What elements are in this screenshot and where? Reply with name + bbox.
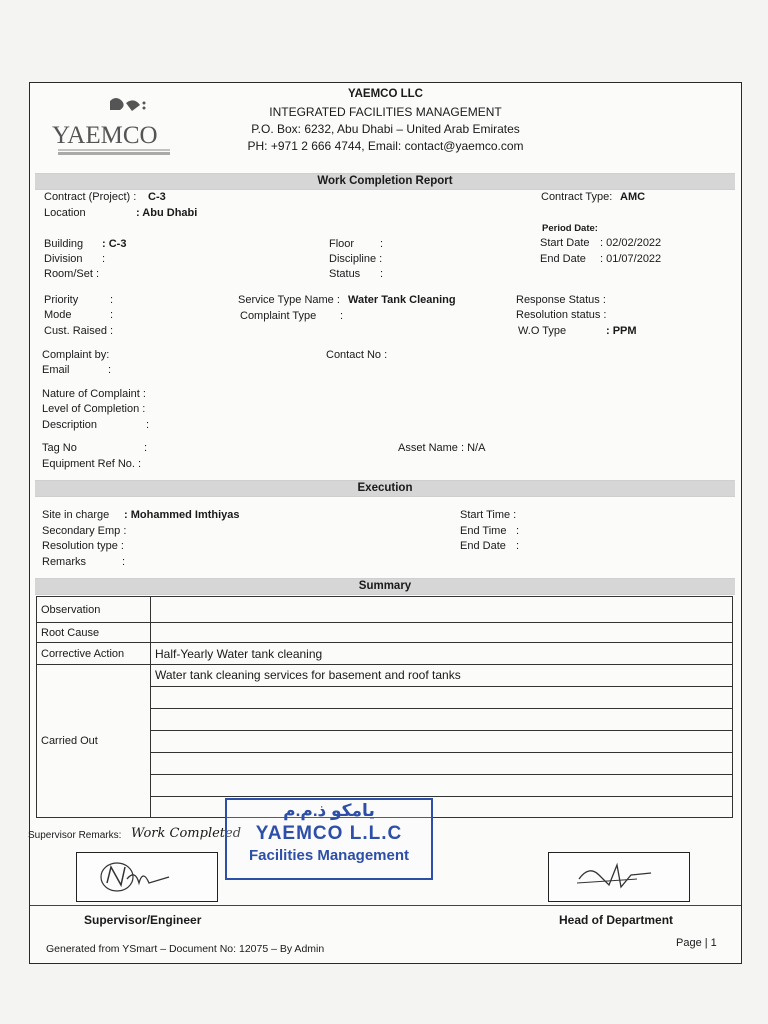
company-stamp: [225, 798, 433, 880]
root-cause-label: Root Cause: [37, 623, 151, 643]
exec-end-date-colon: :: [516, 540, 520, 552]
resolution-status-label: Resolution status :: [516, 309, 607, 321]
floor-colon: :: [380, 238, 384, 250]
secondary-emp-label: Secondary Emp :: [42, 525, 127, 537]
location-label: Location: [44, 207, 86, 219]
supervisor-engineer-label: Supervisor/Engineer: [84, 913, 202, 927]
end-time-colon: :: [516, 525, 520, 537]
building-label: Building: [44, 238, 84, 250]
start-date-value: : 02/02/2022: [600, 237, 662, 249]
section-execution-header: Execution: [35, 480, 735, 497]
section-summary-header: Summary: [35, 578, 735, 595]
contact-no-label: Contact No :: [326, 349, 388, 361]
status-label: Status: [329, 268, 361, 280]
carried-out-line: [151, 709, 732, 731]
status-colon: :: [380, 268, 384, 280]
description-label: Description: [42, 419, 98, 431]
email-label: Email: [42, 364, 70, 376]
contract-label: Contract (Project) :: [44, 191, 137, 203]
service-type-label: Service Type Name :: [238, 294, 340, 306]
observation-label: Observation: [37, 597, 151, 623]
resolution-type-label: Resolution type :: [42, 540, 124, 552]
stamp-arabic: يامكو ذ.م.م: [283, 801, 375, 820]
carried-out-line: [151, 687, 732, 709]
remarks-colon: :: [122, 556, 126, 568]
end-time-label: End Time: [460, 525, 507, 537]
carried-out-cell: [151, 665, 733, 818]
company-contact: PH: +971 2 666 4744, Email: contact@yaemco.com: [247, 139, 524, 153]
signature-divider: [30, 905, 741, 906]
complaint-type-label: Complaint Type: [240, 310, 317, 322]
company-address: P.O. Box: 6232, Abu Dhabi – United Arab Emirates: [251, 122, 520, 136]
section-report-header: Work Completion Report: [35, 173, 735, 190]
logo-text: YAEMCO: [52, 122, 158, 149]
tag-no-label: Tag No: [42, 442, 77, 454]
company-division: INTEGRATED FACILITIES MANAGEMENT: [269, 105, 502, 119]
cust-raised-label: Cust. Raised :: [44, 325, 114, 337]
carried-out-line: [151, 731, 732, 753]
discipline-label: Discipline :: [329, 253, 383, 265]
supervisor-signature-box: [76, 852, 218, 902]
contract-type-value: AMC: [620, 191, 646, 203]
level-label: Level of Completion :: [42, 403, 146, 415]
start-time-label: Start Time :: [460, 509, 517, 521]
stamp-sub: Facilities Management: [248, 847, 410, 864]
stamp-name: YAEMCO L.L.C: [255, 823, 403, 844]
head-of-department-label: Head of Department: [559, 913, 674, 927]
contract-value: C-3: [148, 191, 166, 203]
carried-out-value: Water tank cleaning services for basement and roof tanks: [151, 665, 732, 687]
carried-out-line: [151, 753, 732, 775]
end-date-value: : 01/07/2022: [600, 253, 662, 265]
remarks-label: Remarks: [42, 556, 87, 568]
generated-footer: Generated from YSmart – Document No: 12075 – By Admin: [46, 943, 325, 955]
complaint-type-colon: :: [340, 310, 344, 322]
head-signature-box: [548, 852, 690, 902]
mode-colon: :: [110, 309, 114, 321]
description-colon: :: [146, 419, 150, 431]
summary-row-carried-out: [37, 665, 733, 818]
priority-label: Priority: [44, 294, 79, 306]
division-colon: :: [102, 253, 106, 265]
service-type-value: Water Tank Cleaning: [348, 294, 456, 306]
contract-type-label: Contract Type:: [541, 191, 613, 203]
root-cause-value: [151, 623, 733, 643]
location-value: : Abu Dhabi: [136, 207, 198, 219]
summary-row-corrective-action: [37, 643, 733, 665]
page-number: Page | 1: [676, 937, 717, 949]
building-value: : C-3: [102, 238, 127, 250]
end-date-label: End Date: [540, 253, 586, 265]
carried-out-line: [151, 775, 732, 797]
head-signature: [549, 853, 689, 901]
tag-no-colon: :: [144, 442, 148, 454]
wo-type-label: W.O Type: [518, 325, 567, 337]
supervisor-remarks-label: Supervisor Remarks:: [28, 830, 122, 841]
site-in-charge-label: Site in charge: [42, 509, 110, 521]
division-label: Division: [44, 253, 83, 265]
wo-type-value: : PPM: [606, 325, 637, 337]
supervisor-signature: [77, 853, 217, 901]
nature-label: Nature of Complaint :: [42, 388, 146, 400]
observation-value: [151, 597, 733, 623]
summary-row-root-cause: [37, 623, 733, 643]
supervisor-remarks-value: Work Completed: [131, 826, 242, 841]
complaint-by-label: Complaint by:: [42, 349, 110, 361]
email-colon: :: [108, 364, 112, 376]
mode-label: Mode: [44, 309, 72, 321]
asset-name-label: Asset Name : N/A: [398, 442, 486, 454]
equipment-ref-label: Equipment Ref No. :: [42, 458, 142, 470]
carried-out-label: Carried Out: [37, 665, 151, 818]
corrective-action-label: Corrective Action: [37, 643, 151, 665]
floor-label: Floor: [329, 238, 355, 250]
summary-row-observation: [37, 597, 733, 623]
start-date-label: Start Date: [540, 237, 590, 249]
response-status-label: Response Status :: [516, 294, 606, 306]
room-label: Room/Set :: [44, 268, 100, 280]
corrective-action-value: Half-Yearly Water tank cleaning: [151, 643, 733, 665]
summary-table: [36, 596, 733, 818]
period-date-label: Period Date:: [542, 223, 598, 234]
priority-colon: :: [110, 294, 114, 306]
site-in-charge-value: : Mohammed Imthiyas: [124, 509, 240, 521]
exec-end-date-label: End Date: [460, 540, 506, 552]
company-name: YAEMCO LLC: [348, 88, 423, 100]
